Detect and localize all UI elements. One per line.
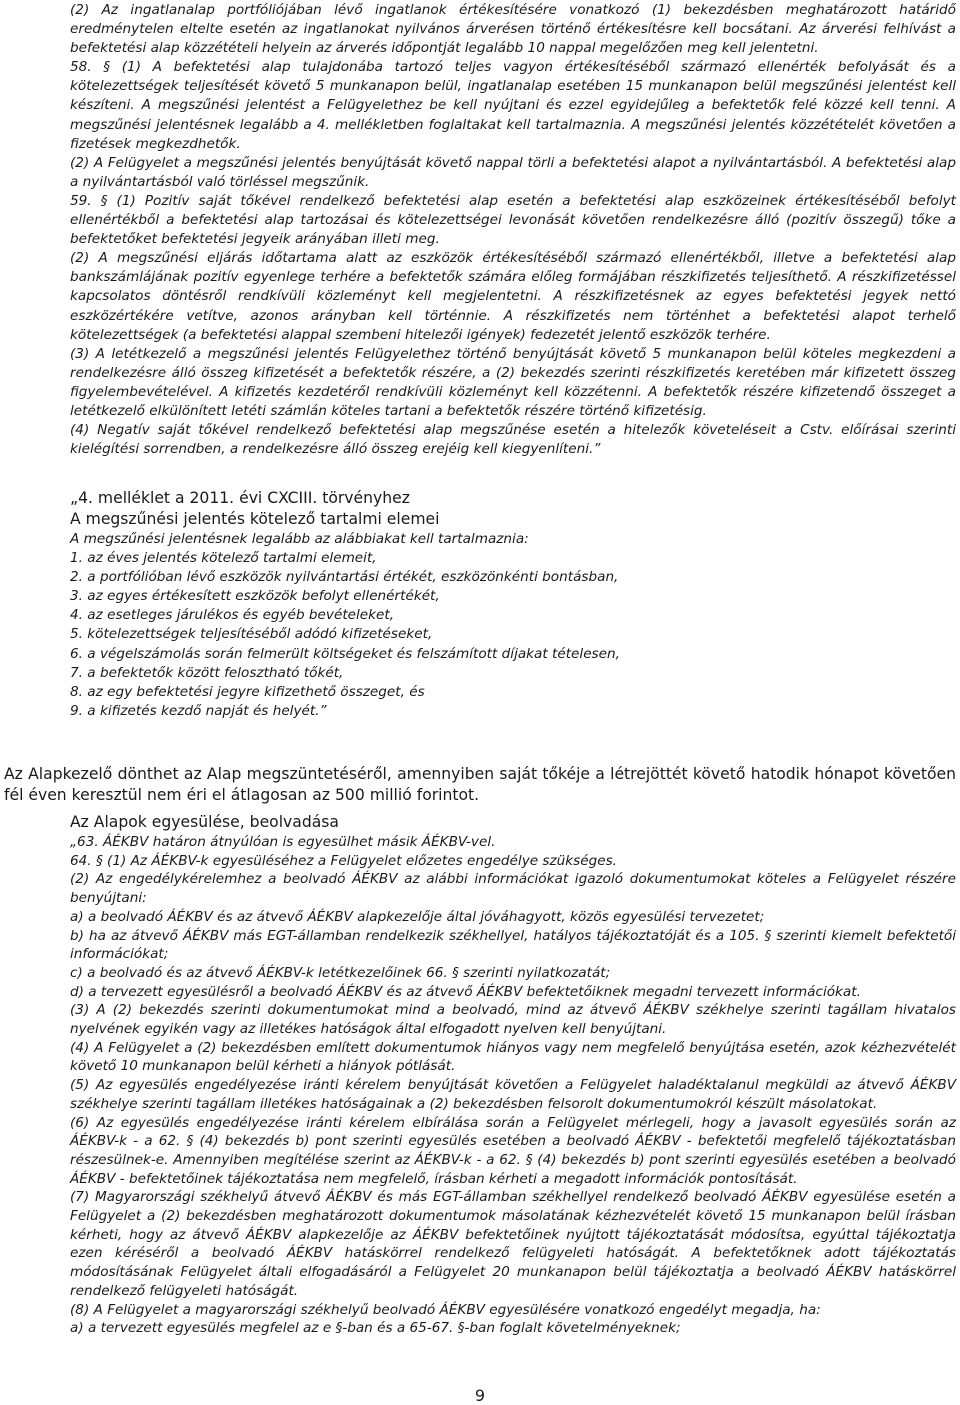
merger-section (70, 812, 956, 1338)
paragraph: (8) A Felügyelet a magyarországi székhelyű beolvadó ÁÉKBV egyesülésére vonatkozó engedélyt megadja, ha: (70, 1301, 821, 1318)
paragraph: (5) Az egyesülés engedélyezése iránti kérelem benyújtását követően a Felügyelet haladéktalanul megküldi az átvevő ÁÉKBV székhelye szerinti tagállam illetékes hatóságainak a (2) bekezdésben felsorolt dokumentumokról készült másolatokat. (70, 1077, 956, 1112)
page-number: 9 (474, 1386, 486, 1405)
paragraph: (6) Az egyesülés engedélyezése iránti kérelem elbírálása során a Felügyelet mérlegeli, hogy a javasolt egyesülés során az ÁÉKBV-k - a 62. § (4) bekezdés b) pont szerinti egyesülés esetében a beolvadó ÁÉKBV - befektetői megfelelő tájékoztatásban részesülnek-e. Amennyiben megítélése szerint az ÁÉKBV-k - a 62. § (4) bekezdés b) pont szerinti egyesülés esetében a beolvadó ÁÉKBV - befektetőinek tájékoztatása nem megfelelő, írásban kérheti a megadott információk pontosítását. (70, 1114, 956, 1187)
paragraph: (4) Negatív saját tőkével rendelkező befektetési alap megszűnése esetén a hitelezők követeléseit a Cstv. előírásai szerinti kielégítési sorrendben, a rendelkezésre álló összeg erejéig kell kiegyenlíteni.” (70, 422, 956, 458)
body-text (4, 764, 956, 806)
paragraph: 59. § (1) Pozitív saját tőkével rendelkező befektetési alap esetén a befektetési alap eszközeinek értékesítéséből befolyt ellenértékből a befektetési alap tartozásai és kötelezettségei levonását követően rendelkezésre álló (pozitív összegű) tőke a befektetőket befektetési jegyeik arányában illeti meg. (70, 192, 956, 248)
quoted-law-section-57-59 (70, 1, 956, 459)
paragraph: b) ha az átvevő ÁÉKBV más EGT-államban rendelkezik székhellyel, hatályos tájékoztatóját és a 105. § szerinti kiemelt befektetői információkat; (70, 927, 956, 963)
list-item: 3. az egyes értékesített eszközök befolyt ellenértékét, (70, 588, 440, 605)
annex-4-section (70, 488, 956, 721)
list-item: 6. a végelszámolás során felmerült költségeket és felszámított díjakat tételesen, (70, 645, 620, 662)
paragraph: d) a tervezett egyesülésről a beolvadó ÁÉKBV és az átvevő ÁÉKBV befektetőiknek megadni tervezett információkat. (70, 983, 861, 1000)
paragraph: a) a tervezett egyesülés megfelel az e §-ban és a 65-67. §-ban foglalt követelményeknek; (70, 1320, 681, 1337)
list-item: 1. az éves jelentés kötelező tartalmi elemeit, (70, 550, 377, 567)
body-paragraph: Az Alapkezelő dönthet az Alap megszüntetéséről, amennyiben saját tőkéje a létrejöttét követő hatodik hónapot követően fél éven keresztül nem éri el átlagosan az 500 millió forintot. (4, 765, 956, 804)
paragraph: (2) A megszűnési eljárás időtartama alatt az eszközök értékesítéséből származó ellenértékből, illetve a befektetési alap bankszámlájának pozitív egyenlege terhére a befektetők számára előleg formájában részkifizetés teljesíthető. A részkifizetéssel kapcsolatos döntésről rendkívüli közleményt kell megjelentetni. A részkifizetésnek az egyes befektetési jegyek nettó eszközértékére vetítve, azonos arányban kell történnie. A részkifizetés nem történhet a befektetési alapot terhelő kötelezettségek (a befektetési alappal szembeni hitelezői igények) fedezetét jelentő eszközök terhére. (70, 250, 956, 343)
list-item: 5. kötelezettségek teljesítéséből adódó kifizetéseket, (70, 626, 433, 643)
list-item: 9. a kifizetés kezdő napját és helyét.” (70, 702, 327, 719)
paragraph: 64. § (1) Az ÁÉKBV-k egyesüléséhez a Felügyelet előzetes engedélye szükséges. (70, 852, 617, 869)
annex-heading: „4. melléklet a 2011. évi CXCIII. törvényhez (70, 489, 410, 507)
paragraph: (3) A (2) bekezdés szerinti dokumentumokat mind a beolvadó, mind az átvevő ÁÉKBV székhelye szerinti tagállam hivatalos nyelvének egyikén vagy az illetékes hatóságok által elfogadott nyelven kell benyújtani. (70, 1002, 956, 1038)
annex-intro: A megszűnési jelentésnek legalább az alábbiakat kell tartalmaznia: (70, 531, 529, 547)
paragraph: (2) A Felügyelet a megszűnési jelentés benyújtását követő nappal törli a befektetési alapot a nyilvántartásból. A befektetési alap a nyilvántartásból való törléssel megszűnik. (70, 154, 956, 190)
section-heading: Az Alapok egyesülése, beolvadása (70, 813, 339, 831)
paragraph: 58. § (1) A befektetési alap tulajdonába tartozó teljes vagyon értékesítéséből származó ellenérték befolyását és a kötelezettségek teljesítését követő 5 munkanapon belül, ingatlanalap esetében 15 munkanapon belül megszűnési jelentést kell készíteni. A megszűnési jelentést a Felügyelethez be kell nyújtani és ezzel egyidejűleg a befektetők felé közzé kell tenni. A megszűnési jelentésnek legalább a 4. mellékletben foglaltakat kell tartalmaznia. A megszűnési jelentés közzétételét követően a fizetések megkezdhetők. (70, 59, 956, 152)
paragraph: c) a beolvadó és az átvevő ÁÉKBV-k letétkezelőinek 66. § szerinti nyilatkozatát; (70, 964, 611, 981)
paragraph: (2) Az ingatlanalap portfóliójában lévő ingatlanok értékesítésére vonatkozó (1) bekezdésben meghatározott határidő eredménytelen eltelte esetén az ingatlanokat nyilvános árverésen történő értékesítésre kell bocsátani. Az árverési felhívást a befektetési alap közzétételi helyein az árverés időpontját legalább 10 nappal megelőzően meg kell jelentetni. (70, 2, 956, 57)
annex-title: A megszűnési jelentés kötelező tartalmi elemei (70, 510, 440, 528)
paragraph: (3) A letétkezelő a megszűnési jelentés Felügyelethez történő benyújtását követő 5 munkanapon belül köteles megkezdeni a rendelkezésre álló összeg kifizetését a befektetők részére, a (2) bekezdés szerinti részkifizetés keretében már kifizetett összeg figyelembevételével. A kifizetés kezdetéről rendkívüli közleményt kell közzétenni. A befektetők részére kifizetendő összeget a letétkezelő elkülönített letéti számlán köteles tartani a befektetők részére történő kifizetésig. (70, 345, 956, 419)
list-item: 4. az esetleges járulékos és egyéb bevételeket, (70, 607, 395, 624)
paragraph: (4) A Felügyelet a (2) bekezdésben említett dokumentumok hiányos vagy nem megfelelő benyújtása esetén, azok kézhezvételét követő 10 munkanapon belül kérheti a hiányok pótlását. (70, 1039, 956, 1075)
list-item: 7. a befektetők között felosztható tőkét, (70, 664, 344, 681)
paragraph: (7) Magyarországi székhelyű átvevő ÁÉKBV és más EGT-államban székhellyel rendelkező beolvadó ÁÉKBV egyesülése esetén a Felügyelet a (2) bekezdésben meghatározott dokumentumok másolatának kézhezvételét követő 15 munkanapon belül írásban kérheti, hogy az átvevő ÁÉKBV alapkezelője az ÁÉKBV befektetőinek nyújtott tájékoztatását módosítsa, egyúttal tájékoztatja ezen kéréséről a beolvadó ÁÉKBV hatáskörrel rendelkező felügyeleti hatóságát. A befektetőknek adott tájékoztatás módosításának Felügyelet általi elfogadásáról a Felügyelet 20 munkanapon belül tájékoztatja a beolvadó ÁÉKBV hatáskörrel rendelkező felügyeleti hatóságát. (70, 1189, 956, 1299)
list-item: 2. a portfólióban lévő eszközök nyilvántartási értékét, eszközönkénti bontásban, (70, 569, 619, 586)
paragraph: „63. ÁÉKBV határon átnyúlóan is egyesülhet másik ÁÉKBV-vel. (70, 834, 496, 850)
list-item: 8. az egy befektetési jegyre kifizethető összeget, és (70, 683, 425, 700)
paragraph: a) a beolvadó ÁÉKBV és az átvevő ÁÉKBV alapkezelője által jóváhagyott, közös egyesülési tervezetet; (70, 908, 765, 925)
paragraph: (2) Az engedélykérelemhez a beolvadó ÁÉKBV az alábbi információkat igazoló dokumentumokat köteles a Felügyelet részére benyújtani: (70, 871, 956, 907)
